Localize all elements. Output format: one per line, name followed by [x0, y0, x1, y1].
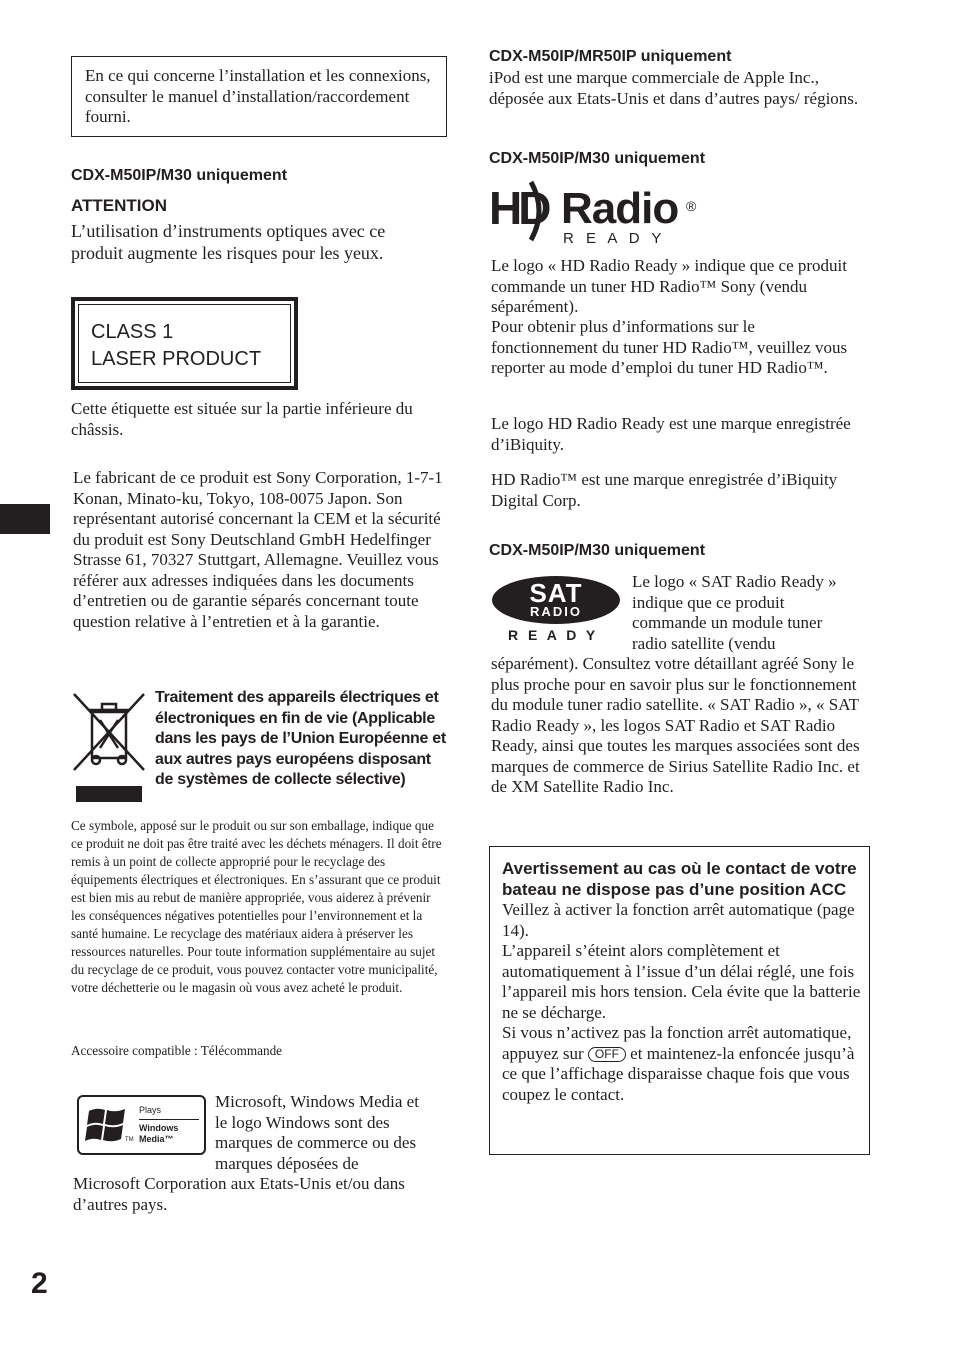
wm-logo-tm: TM	[125, 1137, 134, 1143]
microsoft-text-wrap	[215, 1092, 455, 1174]
sat-logo-ready: R E A D Y	[508, 627, 599, 643]
attention-text: L’utilisation d’instruments optiques avec ce produit augmente les risques pour les yeux.	[71, 221, 386, 263]
weee-bin-icon	[70, 690, 148, 805]
weee-text: Ce symbole, apposé sur le produit ou sur son emballage, indique que ce produit ne doit pas être traité avec les déchets ménagers. Il doit être remis à un point de collecte approprié pour le recyclage des équipements électriques et électroniques. En s’assurant que ce produit est bien mis au rebut de manière appropriée, vous aiderez à prévenir les conséquences négatives potentielles pour l’environnement et la santé humaine. Le recyclage des matériaux aidera à préserver les ressources naturelles. Pour toute information supplémentaire au sujet du recyclage de ce produit, vous pouvez contacter votre municipalité, votre déchetterie ou le magasin où vous avez acheté le produit.	[71, 818, 442, 995]
hd-radio-text-1: Le logo « HD Radio Ready » indique que ce produit commande un tuner HD Radio™ Sony (vendu séparément).	[491, 256, 847, 316]
label-location-text: Cette étiquette est située sur la partie inférieure du châssis.	[71, 399, 413, 439]
section-heading-ipod: CDX-M50IP/MR50IP uniquement	[489, 48, 732, 65]
acc-warning-box	[489, 846, 870, 1155]
sat-text-line3: commande un module tuner	[632, 613, 823, 632]
section-heading-sat-radio: CDX-M50IP/M30 uniquement	[489, 542, 706, 559]
wm-logo-media: Media™	[139, 1134, 174, 1144]
ipod-text: iPod est une marque commerciale de Apple Inc., déposée aux Etats-Unis et dans d’autres pays/ régions.	[489, 68, 859, 108]
wm-logo-plays: Plays	[139, 1105, 162, 1115]
sat-logo-sat: SAT	[529, 578, 583, 608]
acc-warning-text-3-before: Si vous n’activez pas la fonction arrêt automatique, appuyez sur	[502, 1023, 852, 1063]
sat-text-line1: Le logo « SAT Radio Ready »	[632, 572, 837, 591]
microsoft-text-line1: Microsoft, Windows Media et	[215, 1092, 419, 1111]
page-number: 2	[31, 1267, 48, 1300]
microsoft-text-rest: Microsoft Corporation aux Etats-Unis et/ou dans d’autres pays.	[73, 1174, 405, 1214]
wm-logo-windows: Windows	[139, 1123, 179, 1133]
hd-logo-ready: R E A D Y	[563, 230, 666, 247]
sat-text-wrap	[632, 572, 872, 654]
hd-logo-registered: ®	[686, 198, 697, 214]
installation-note-text: En ce qui concerne l’installation et les connexions, consulter le manuel d’installation/raccordement fourni.	[85, 66, 431, 126]
section-side-tab	[0, 504, 50, 534]
sat-logo-radio: RADIO	[530, 604, 582, 619]
laser-label-line1: CLASS 1	[91, 321, 174, 343]
microsoft-text-line4: marques déposées de	[215, 1153, 359, 1173]
acc-warning-text-2: L’appareil s’éteint alors complètement et automatiquement à l’issue d’un délai réglé, une fois l’appareil mis hors tension. Cela évite que la batterie ne se décharge.	[502, 941, 861, 1022]
off-button-key: OFF	[588, 1047, 626, 1062]
microsoft-text-line3: marques de commerce ou des	[215, 1133, 417, 1152]
hd-radio-text-3: Le logo HD Radio Ready est une marque enregistrée d’iBiquity.	[491, 414, 851, 454]
accessory-text: Accessoire compatible : Télécommande	[71, 1043, 283, 1058]
installation-note-box	[71, 56, 447, 137]
acc-warning-text-3	[502, 1023, 860, 1105]
laser-product-label	[71, 297, 298, 390]
acc-warning-text-3-after: et maintenez-la enfoncée jusqu’à ce que l’affichage disparaisse chaque fois que vous coupez le contact.	[502, 1043, 855, 1104]
sat-text-line2: indique que ce produit	[632, 592, 785, 612]
hd-logo-radio: Radio	[561, 184, 679, 233]
section-heading-hd-radio: CDX-M50IP/M30 uniquement	[489, 150, 706, 167]
attention-heading: ATTENTION	[71, 196, 168, 215]
sat-radio-ready-logo	[490, 574, 622, 646]
sat-text-rest: séparément). Consultez votre détaillant agréé Sony le plus proche pour en savoir plus sur le fonctionnement du module tuner radio satellite. « SAT Radio », « SAT Radio Ready », les logos SAT Radio et SAT Radio Ready, ainsi que toutes les marques associées sont des marques de commerce de Sirius Satellite Radio Inc. et de XM Satellite Radio Inc.	[491, 654, 860, 796]
plays-windows-media-logo	[77, 1095, 206, 1155]
hd-radio-text-4: HD Radio™ est une marque enregistrée d’iBiquity Digital Corp.	[491, 470, 838, 510]
hd-radio-ready-logo	[489, 178, 709, 250]
section-heading-laser: CDX-M50IP/M30 uniquement	[71, 167, 288, 184]
acc-warning-heading: Avertissement au cas où le contact de votre bateau ne dispose pas d’une position ACC	[502, 859, 857, 899]
microsoft-text-line2: le logo Windows sont des	[215, 1112, 390, 1132]
manufacturer-text: Le fabricant de ce produit est Sony Corporation, 1-7-1 Konan, Minato-ku, Tokyo, 108-0075 Japon. Son représentant autorisé concernant la CEM et la sécurité du produit est Sony Deutschland GmbH Hedelfinger Strasse 61, 70327 Stuttgart, Allemagne. Veuillez vous référer aux adresses indiquées dans les documents d’entretien ou de garantie séparés concernant toute question relative à l’entretien et à la garantie.	[73, 468, 443, 631]
hd-radio-text-2: Pour obtenir plus d’informations sur le fonctionnement du tuner HD Radio™, veuillez vous reporter au mode d’emploi du tuner HD Radio™.	[491, 317, 848, 377]
sat-text-line4: radio satellite (vendu	[632, 633, 776, 653]
hd-logo-hd: HD	[489, 182, 548, 234]
weee-heading: Traitement des appareils électriques et électroniques en fin de vie (Applicable dans les pays de l’Union Européenne et aux autres pays européens disposant de systèmes de collecte sélective)	[155, 689, 446, 788]
windows-flag-icon	[85, 1103, 129, 1147]
laser-label-line2: LASER PRODUCT	[91, 348, 262, 370]
acc-warning-text-1: Veillez à activer la fonction arrêt automatique (page 14).	[502, 900, 855, 940]
